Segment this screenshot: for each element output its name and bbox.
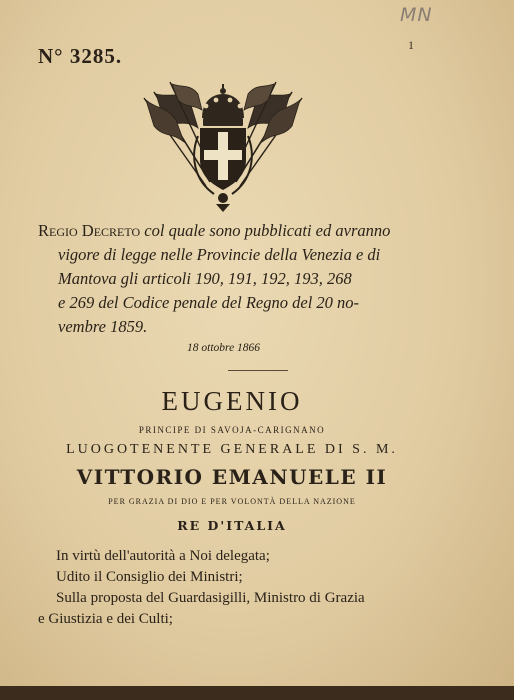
pencil-annotation: MN	[400, 4, 433, 26]
decree-title-line-3: Mantova gli articoli 190, 191, 192, 193, 268	[58, 269, 352, 288]
body-line-4: e Giustizia e dei Culti;	[38, 611, 173, 627]
body-line-3: Sulla proposta del Guardasigilli, Ministro di Grazia	[56, 590, 365, 606]
page-number: 1	[408, 38, 414, 52]
decree-body	[38, 546, 365, 630]
decree-title-line-5: vembre 1859.	[58, 317, 148, 336]
savoy-crest-icon	[140, 76, 306, 212]
heading-king: VITTORIO EMANUELE II	[76, 465, 388, 489]
heading-name: EUGENIO	[161, 386, 303, 416]
heading-luogotenente: LUOGOTENENTE GENERALE DI S. M.	[66, 442, 398, 457]
decree-title-line-2: vigore di legge nelle Provincie della Venezia e di	[58, 245, 381, 264]
heading-grazia: PER GRAZIA DI DIO E PER VOLONTÀ DELLA NAZIONE	[108, 497, 356, 506]
decree-date: 18 ottobre 1866	[187, 342, 261, 354]
decree-title	[38, 219, 438, 339]
heading-re-italia: RE D'ITALIA	[177, 518, 287, 533]
decree-number: N° 3285.	[38, 44, 123, 68]
body-line-2: Udito il Consiglio dei Ministri;	[56, 569, 243, 585]
heading-principe: PRINCIPE DI SAVOJA-CARIGNANO	[138, 425, 326, 435]
divider	[228, 370, 288, 371]
decree-title-lead: Regio Decreto	[38, 221, 141, 240]
decree-title-line-4: e 269 del Codice penale del Regno del 20 no-	[58, 293, 360, 312]
decree-title-line-1: col quale sono pubblicati ed avranno	[140, 221, 391, 240]
body-line-1: In virtù dell'autorità a Noi delegata;	[56, 548, 270, 564]
